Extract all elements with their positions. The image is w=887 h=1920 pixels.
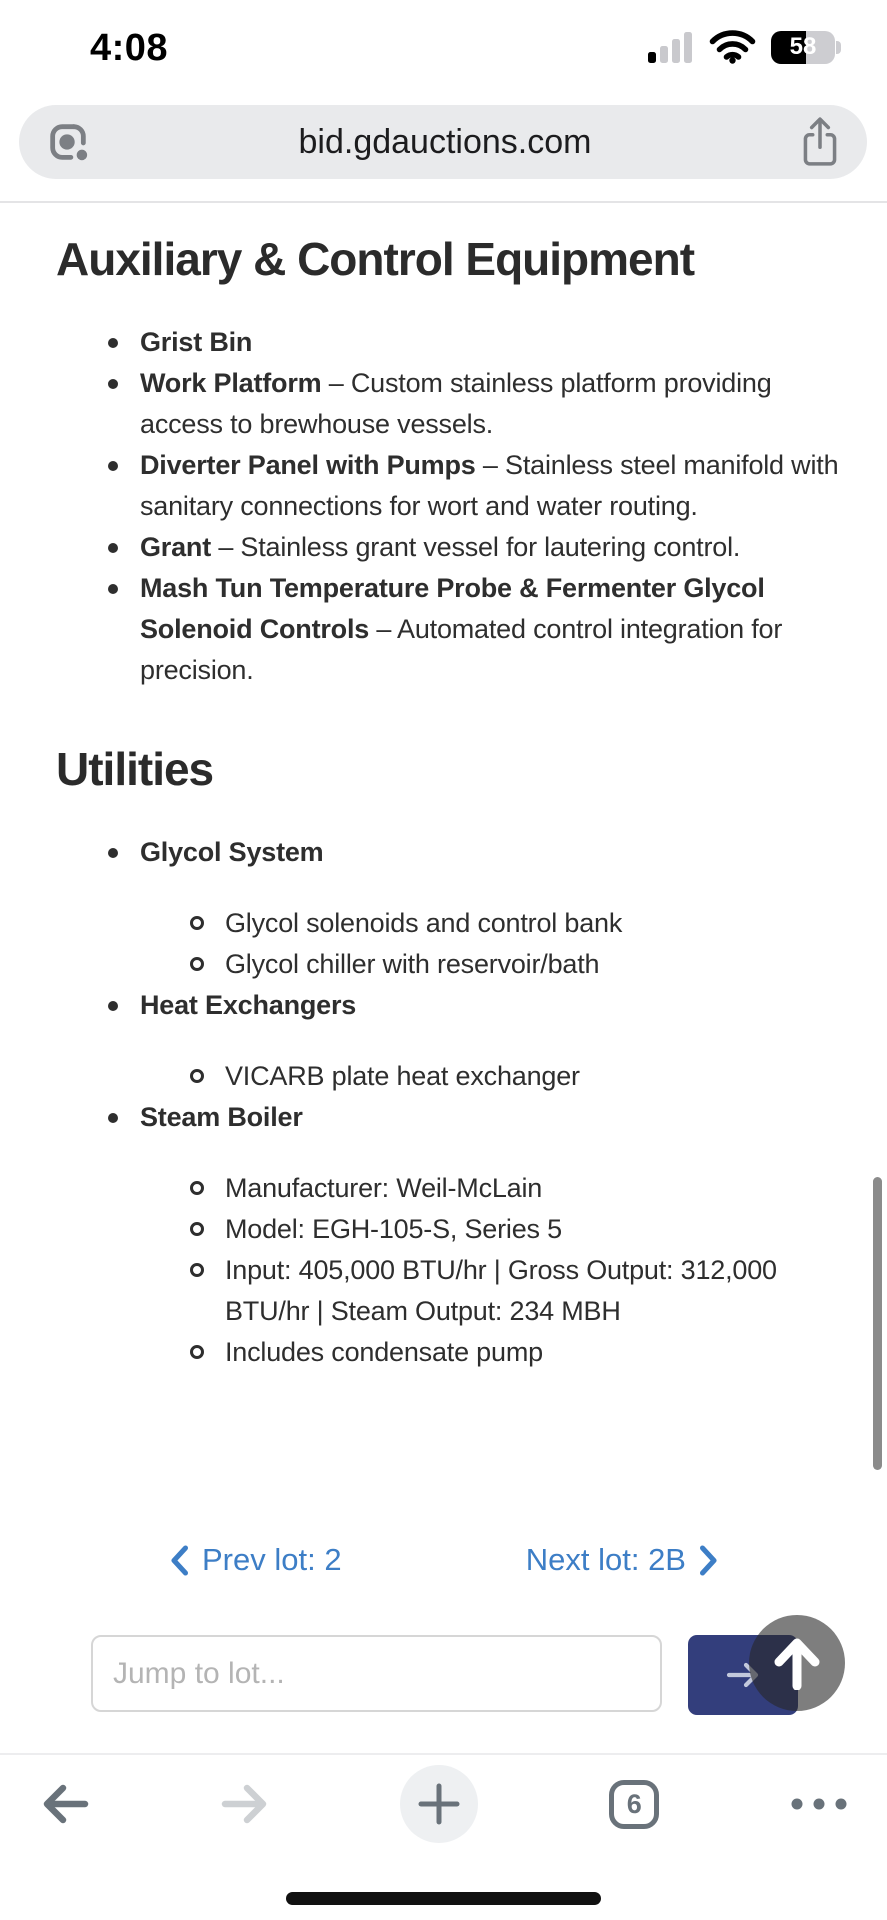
sub-list (140, 903, 851, 985)
sub-list-item: VICARB plate heat exchanger (140, 1056, 851, 1097)
utilities-list (56, 832, 851, 1373)
section-heading: Auxiliary & Control Equipment (56, 233, 695, 285)
sub-list-item: Input: 405,000 BTU/hr | Gross Output: 312,000 BTU/hr | Steam Output: 234 MBH (140, 1250, 851, 1332)
list-item (56, 527, 851, 568)
battery-icon (771, 31, 835, 64)
sub-list (140, 1056, 851, 1097)
item-desc: – Custom stainless platform providing access to brewhouse vessels. (140, 368, 772, 439)
arrow-back-icon (42, 1783, 89, 1825)
google-lens-icon[interactable] (45, 119, 91, 165)
list-item (56, 445, 851, 527)
item-desc: – Automated control integration for precision. (140, 614, 783, 685)
list-item (56, 1097, 851, 1373)
jump-to-lot-input[interactable] (91, 1635, 662, 1712)
tab-switcher-button[interactable] (609, 1780, 659, 1829)
list-item (56, 322, 851, 363)
scroll-to-top-button[interactable] (749, 1615, 845, 1711)
forward-button[interactable] (221, 1783, 268, 1825)
sub-list-item: Manufacturer: Weil-McLain (140, 1168, 851, 1209)
item-title: Work Platform (140, 368, 322, 398)
tab-counter-icon (609, 1780, 659, 1829)
item-title: Diverter Panel with Pumps (140, 450, 476, 480)
cellular-signal-icon (648, 32, 694, 63)
chevron-left-icon (170, 1545, 189, 1576)
item-title: Grist Bin (140, 327, 253, 357)
list-item (56, 832, 851, 985)
equipment-list (56, 322, 851, 691)
battery-percent: 58 (789, 33, 817, 60)
next-lot-label: Next lot: 2B (525, 1542, 686, 1577)
sub-list-item: Includes condensate pump (140, 1332, 851, 1373)
sub-list-item: Model: EGH-105-S, Series 5 (140, 1209, 851, 1250)
item-desc: – Stainless grant vessel for lautering control. (211, 532, 741, 562)
list-item (56, 985, 851, 1097)
prev-lot-label: Prev lot: 2 (202, 1542, 342, 1577)
item-title: Mash Tun Temperature Probe & Fermenter Glycol Solenoid Controls (140, 573, 765, 644)
arrow-up-icon (771, 1636, 823, 1690)
item-desc: – Stainless steel manifold with sanitary connections for wort and water routing. (140, 450, 839, 521)
item-title: Glycol System (140, 837, 324, 867)
home-indicator[interactable] (286, 1892, 601, 1905)
battery-nub (836, 41, 841, 54)
next-lot-link[interactable] (526, 1542, 718, 1578)
lot-navigation (0, 1532, 887, 1588)
more-menu-button[interactable] (791, 1798, 847, 1810)
list-item (56, 363, 851, 445)
sub-list-item: Glycol solenoids and control bank (140, 903, 851, 944)
back-button[interactable] (42, 1783, 89, 1825)
sub-list-item: Glycol chiller with reservoir/bath (140, 944, 851, 985)
page-scrollbar[interactable] (873, 1177, 882, 1470)
section-heading: Utilities (56, 743, 214, 795)
sub-list (140, 1168, 851, 1373)
item-title: Heat Exchangers (140, 990, 357, 1020)
tab-count: 6 (626, 1788, 642, 1819)
arrow-forward-icon (221, 1783, 268, 1825)
three-dots-icon (791, 1798, 847, 1810)
status-icons (648, 30, 835, 64)
plus-icon (418, 1783, 460, 1825)
browser-toolbar (0, 1753, 887, 1853)
wifi-icon (709, 30, 756, 64)
status-time: 4:08 (90, 27, 169, 69)
chevron-right-icon (699, 1545, 718, 1576)
address-bar[interactable] (19, 105, 867, 179)
list-item (56, 568, 851, 691)
prev-lot-link[interactable] (170, 1542, 342, 1578)
new-tab-button[interactable] (400, 1765, 478, 1843)
lot-description (0, 202, 887, 1373)
item-title: Steam Boiler (140, 1102, 303, 1132)
share-icon[interactable] (799, 116, 841, 168)
item-title: Grant (140, 532, 212, 562)
url-text[interactable]: bid.gdauctions.com (298, 122, 592, 161)
